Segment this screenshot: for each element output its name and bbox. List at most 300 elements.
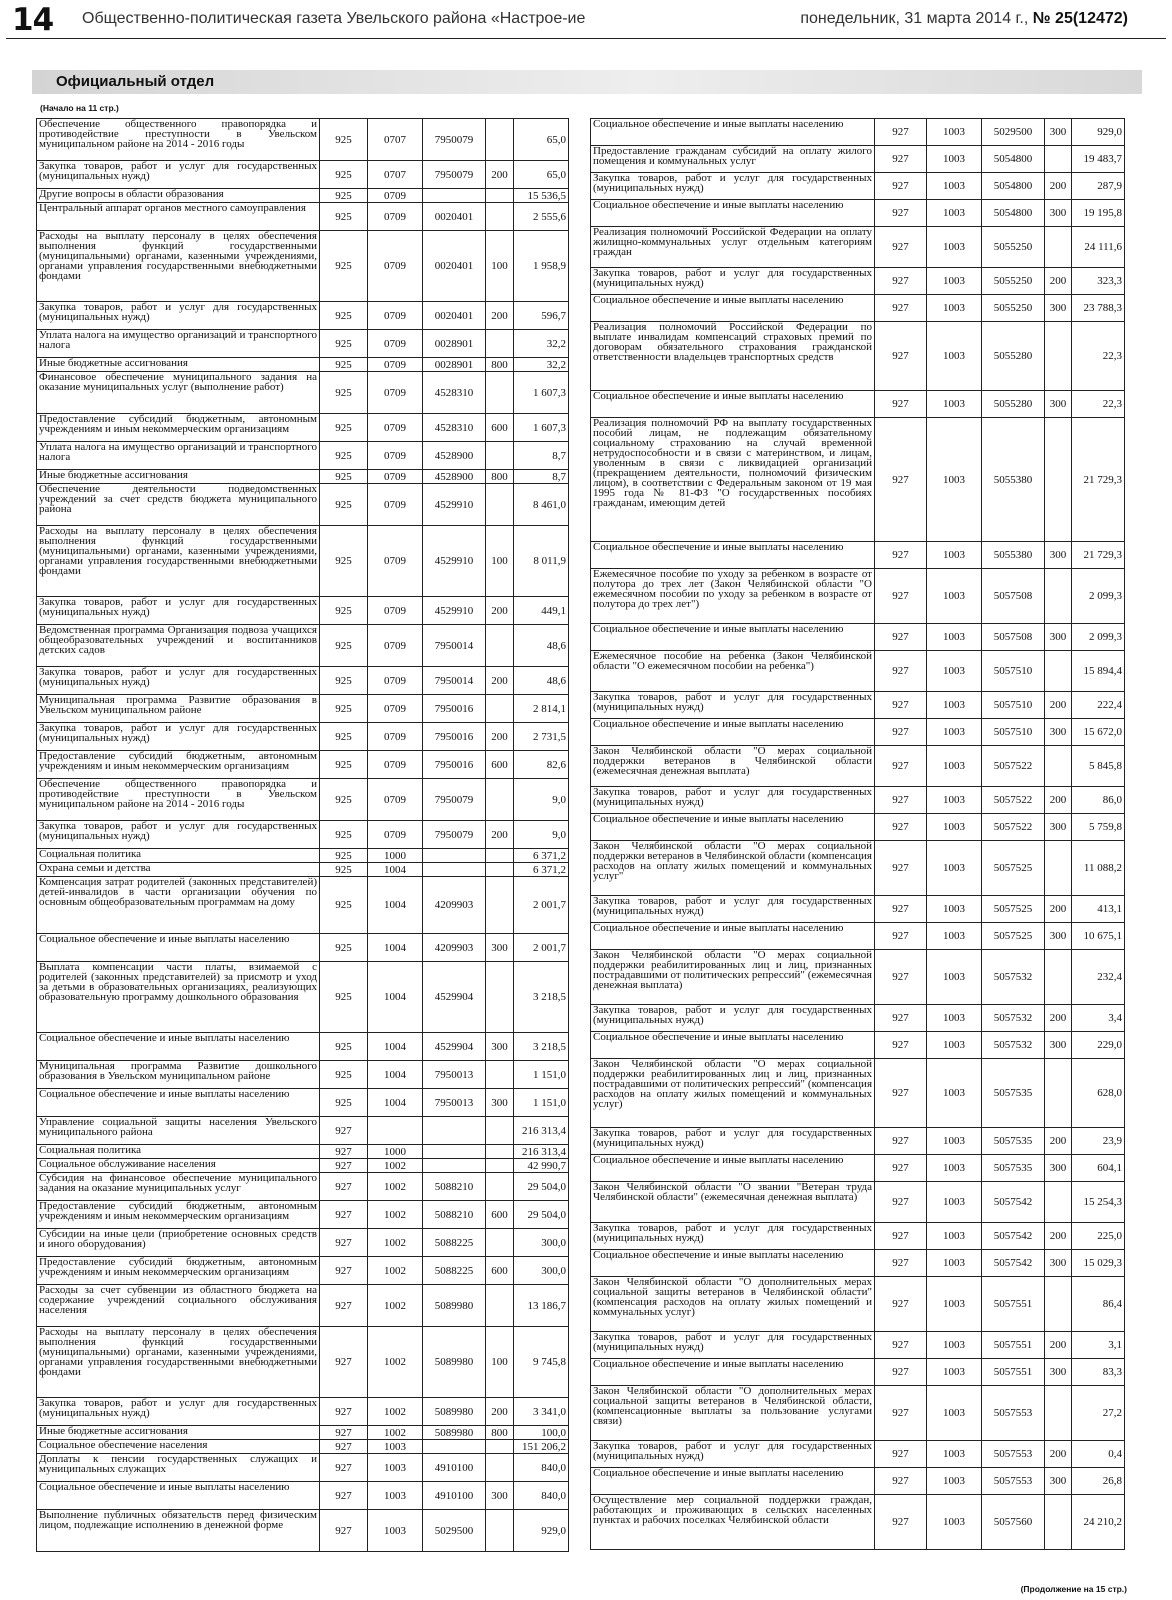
table-row (591, 1332, 1125, 1359)
row-name: Закупка товаров, работ и услуг для государственных (муниципальных нужд) (591, 692, 875, 719)
target-code: 5057508 (982, 624, 1045, 651)
expense-type (486, 1061, 514, 1089)
ministry-code: 925 (320, 877, 368, 934)
table-row (591, 814, 1125, 841)
issue-info (800, 10, 1128, 28)
row-name: Закупка товаров, работ и услуг для государственных (муниципальных нужд) (591, 1005, 875, 1032)
section-code: 0709 (368, 302, 423, 330)
ministry-code: 927 (875, 295, 927, 322)
amount: 19 483,7 (1072, 146, 1125, 173)
amount: 232,4 (1072, 950, 1125, 1005)
expense-type (486, 625, 514, 667)
row-name: Ежемесячное пособие на ребенка (Закон Челябинской области "О ежемесячном пособии на ребенка") (591, 651, 875, 692)
table-row (591, 1223, 1125, 1250)
ministry-code: 927 (320, 1117, 368, 1145)
newspaper-title: Общественно-политическая газета Увельского района «Настрое-ие (82, 10, 586, 27)
row-name: Реализация полномочий Российской Федерации по выплате инвалидам компенсаций страховых премий по договорам обязательного страхования гражданской ответственности владельцев транспортных средств (591, 322, 875, 391)
table-row (37, 1510, 569, 1552)
target-code: 7950079 (423, 779, 486, 821)
target-code: 4529904 (423, 1033, 486, 1061)
amount: 1 958,9 (514, 231, 569, 302)
target-code: 5057522 (982, 814, 1045, 841)
section-code: 1003 (927, 227, 982, 268)
table-row (37, 723, 569, 751)
expense-type: 200 (486, 723, 514, 751)
amount: 929,0 (514, 1510, 569, 1552)
amount: 840,0 (514, 1454, 569, 1482)
row-name: Выполнение публичных обязательств перед физическим лицом, подлежащие исполнению в денежной форме (37, 1510, 320, 1552)
section-bar (32, 70, 1142, 94)
target-code (423, 1145, 486, 1159)
ministry-code: 927 (875, 542, 927, 569)
section-code: 0709 (368, 470, 423, 484)
section-code: 1003 (927, 841, 982, 896)
row-name: Обеспечение общественного правопорядка и противодействие преступности в Увельском муниципальном районе на 2014 - 2016 годы (37, 119, 320, 161)
expense-type: 200 (1045, 173, 1072, 200)
row-name: Закупка товаров, работ и услуг для государственных (муниципальных нужд) (37, 667, 320, 695)
amount: 5 845,8 (1072, 746, 1125, 787)
amount: 2 731,5 (514, 723, 569, 751)
amount: 8,7 (514, 442, 569, 470)
target-code (423, 1159, 486, 1173)
amount: 3 341,0 (514, 1398, 569, 1426)
row-name: Закон Челябинской области "О мерах социальной поддержки реабилитированных лиц и лиц, признанных пострадавшими от политических репрессий" (компенсация расходов на оплату жилых помещений и коммунальных услуг) (591, 1059, 875, 1128)
ministry-code: 925 (320, 751, 368, 779)
expense-type: 300 (1045, 719, 1072, 746)
expense-type: 600 (486, 751, 514, 779)
expense-type (1045, 651, 1072, 692)
table-row (591, 418, 1125, 542)
row-name: Компенсация затрат родителей (законных представителей) детей-инвалидов в части организации обучения по основным общеобразовательным программам на дому (37, 877, 320, 934)
table-row (37, 442, 569, 470)
row-name: Выплата компенсации части платы, взимаемой с родителей (законных представителей) за присмотр и уход за детьми в образовательных организациях, реализующих образовательную программу дошкольного образования (37, 962, 320, 1033)
target-code: 5057542 (982, 1250, 1045, 1277)
row-name: Уплата налога на имущество организаций и транспортного налога (37, 330, 320, 358)
section-code: 1003 (927, 295, 982, 322)
target-code: 0020401 (423, 231, 486, 302)
target-code: 5057525 (982, 896, 1045, 923)
amount: 225,0 (1072, 1223, 1125, 1250)
section-code: 1002 (368, 1173, 423, 1201)
section-code: 1003 (927, 146, 982, 173)
row-name: Социальное обеспечение и иные выплаты населению (591, 1468, 875, 1495)
row-name: Ежемесячное пособие по уходу за ребенком в возрасте от полутора до трех лет (Закон Челябинской области "О ежемесячном пособии по уходу за ребенком в возрасте от полутора до трех лет") (591, 569, 875, 624)
table-row (591, 268, 1125, 295)
ministry-code: 925 (320, 597, 368, 625)
table-row (37, 302, 569, 330)
section-code: 1003 (927, 391, 982, 418)
target-code: 7950079 (423, 161, 486, 189)
budget-table-left (36, 118, 569, 1552)
amount: 8,7 (514, 470, 569, 484)
section-code: 1003 (927, 787, 982, 814)
row-name: Закупка товаров, работ и услуг для государственных (муниципальных нужд) (591, 1128, 875, 1155)
target-code: 5057553 (982, 1441, 1045, 1468)
table-row (591, 1468, 1125, 1495)
table-row (591, 1359, 1125, 1386)
table-row (37, 358, 569, 372)
row-name: Закупка товаров, работ и услуг для государственных (муниципальных нужд) (37, 821, 320, 849)
table-row (591, 1182, 1125, 1223)
target-code: 5057508 (982, 569, 1045, 624)
expense-type: 200 (486, 821, 514, 849)
ministry-code: 925 (320, 934, 368, 962)
target-code: 0020401 (423, 302, 486, 330)
section-code: 1003 (927, 950, 982, 1005)
target-code: 5057532 (982, 950, 1045, 1005)
amount: 3 218,5 (514, 962, 569, 1033)
target-code: 4529910 (423, 597, 486, 625)
ministry-code: 925 (320, 119, 368, 161)
target-code: 5089980 (423, 1327, 486, 1398)
amount: 100,0 (514, 1426, 569, 1440)
section-code: 1004 (368, 863, 423, 877)
row-name: Ведомственная программа Организация подвоза учащихся общеобразовательных учреждений и воспитанников детских садов (37, 625, 320, 667)
ministry-code: 927 (875, 1495, 927, 1550)
section-code: 0709 (368, 625, 423, 667)
ministry-code: 927 (875, 322, 927, 391)
section-code: 0709 (368, 695, 423, 723)
continued-from-note: (Начало на 11 стр.) (40, 103, 119, 113)
section-code: 1002 (368, 1327, 423, 1398)
row-name: Социальное обеспечение и иные выплаты населению (37, 1033, 320, 1061)
expense-type (486, 1173, 514, 1201)
amount: 2 814,1 (514, 695, 569, 723)
table-row (37, 625, 569, 667)
section-code: 1002 (368, 1398, 423, 1426)
target-code: 5029500 (982, 119, 1045, 146)
row-name: Социальное обеспечение и иные выплаты населению (591, 719, 875, 746)
amount: 48,6 (514, 625, 569, 667)
target-code: 5088225 (423, 1229, 486, 1257)
section-code: 1002 (368, 1201, 423, 1229)
amount: 2 099,3 (1072, 569, 1125, 624)
amount: 24 111,6 (1072, 227, 1125, 268)
amount: 2 555,6 (514, 203, 569, 231)
amount: 8 011,9 (514, 526, 569, 597)
ministry-code: 927 (320, 1173, 368, 1201)
target-code: 5088225 (423, 1257, 486, 1285)
row-name: Закупка товаров, работ и услуг для государственных (муниципальных нужд) (591, 896, 875, 923)
expense-type (1045, 1277, 1072, 1332)
target-code: 7950016 (423, 723, 486, 751)
section-code: 1003 (927, 923, 982, 950)
expense-type: 200 (1045, 1223, 1072, 1250)
row-name: Закупка товаров, работ и услуг для государственных (муниципальных нужд) (591, 787, 875, 814)
ministry-code: 925 (320, 231, 368, 302)
ministry-code: 925 (320, 849, 368, 863)
amount: 287,9 (1072, 173, 1125, 200)
expense-type (1045, 418, 1072, 542)
ministry-code: 927 (875, 173, 927, 200)
expense-type (1045, 322, 1072, 391)
amount: 15 894,4 (1072, 651, 1125, 692)
row-name: Социальное обеспечение и иные выплаты населению (37, 1089, 320, 1117)
target-code: 7950014 (423, 625, 486, 667)
table-row (37, 1117, 569, 1145)
amount: 1 151,0 (514, 1061, 569, 1089)
section-code: 0709 (368, 372, 423, 414)
table-row (37, 372, 569, 414)
section-code: 1003 (927, 268, 982, 295)
ministry-code: 927 (875, 227, 927, 268)
ministry-code: 927 (875, 1128, 927, 1155)
expense-type (486, 484, 514, 526)
row-name: Закупка товаров, работ и услуг для государственных (муниципальных нужд) (591, 268, 875, 295)
expense-type (486, 1285, 514, 1327)
section-code: 1004 (368, 1033, 423, 1061)
section-code: 1004 (368, 962, 423, 1033)
section-code: 0709 (368, 821, 423, 849)
target-code: 5088210 (423, 1201, 486, 1229)
amount: 42 990,7 (514, 1159, 569, 1173)
row-name: Закупка товаров, работ и услуг для государственных (муниципальных нужд) (591, 1332, 875, 1359)
ministry-code: 927 (320, 1145, 368, 1159)
target-code: 5057535 (982, 1155, 1045, 1182)
ministry-code: 927 (875, 814, 927, 841)
table-row (591, 1128, 1125, 1155)
target-code: 5055380 (982, 542, 1045, 569)
expense-type (486, 1159, 514, 1173)
ministry-code: 927 (875, 651, 927, 692)
expense-type (486, 372, 514, 414)
row-name: Закон Челябинской области "О дополнительных мерах социальной защиты ветеранов в Челябинской области" (компенсация расходов на оплату жилых помещений и коммунальных услуг) (591, 1277, 875, 1332)
expense-type: 300 (486, 1089, 514, 1117)
amount: 2 099,3 (1072, 624, 1125, 651)
section-code: 1003 (927, 1468, 982, 1495)
table-row (591, 719, 1125, 746)
ministry-code: 927 (875, 746, 927, 787)
ministry-code: 927 (875, 569, 927, 624)
row-name: Доплаты к пенсии государственных служащих и муниципальных служащих (37, 1454, 320, 1482)
ministry-code: 925 (320, 1089, 368, 1117)
expense-type: 300 (1045, 1468, 1072, 1495)
table-row (37, 667, 569, 695)
row-name: Закупка товаров, работ и услуг для государственных (муниципальных нужд) (37, 302, 320, 330)
amount: 9,0 (514, 779, 569, 821)
expense-type (486, 1510, 514, 1552)
section-code: 1004 (368, 934, 423, 962)
section-code: 1000 (368, 849, 423, 863)
amount: 32,2 (514, 330, 569, 358)
section-title: Официальный отдел (56, 73, 215, 90)
section-code: 1002 (368, 1285, 423, 1327)
ministry-code: 925 (320, 667, 368, 695)
section-code: 1003 (927, 1155, 982, 1182)
expense-type: 100 (486, 526, 514, 597)
table-row (37, 1440, 569, 1454)
amount: 22,3 (1072, 391, 1125, 418)
target-code: 5057560 (982, 1495, 1045, 1550)
expense-type (1045, 1059, 1072, 1128)
row-name: Предоставление субсидий бюджетным, автономным учреждениям и иным некоммерческим организациям (37, 414, 320, 442)
row-name: Расходы на выплату персоналу в целях обеспечения выполнения функций государственными (муниципальными) органами, казенными учреждениями, органами управления государственными внебюджетными фондами (37, 1327, 320, 1398)
expense-type (1045, 1386, 1072, 1441)
table-row (591, 787, 1125, 814)
section-code: 0709 (368, 723, 423, 751)
ministry-code: 925 (320, 962, 368, 1033)
expense-type (486, 189, 514, 203)
target-code: 5057522 (982, 746, 1045, 787)
amount: 8 461,0 (514, 484, 569, 526)
amount: 65,0 (514, 119, 569, 161)
expense-type (486, 849, 514, 863)
expense-type (486, 1229, 514, 1257)
section-code: 1003 (927, 746, 982, 787)
table-row (591, 227, 1125, 268)
table-row (37, 877, 569, 934)
section-code: 0709 (368, 484, 423, 526)
expense-type (1045, 841, 1072, 896)
ministry-code: 925 (320, 1033, 368, 1061)
section-code: 0709 (368, 189, 423, 203)
table-row (591, 896, 1125, 923)
amount: 22,3 (1072, 322, 1125, 391)
ministry-code: 927 (875, 1250, 927, 1277)
row-name: Другие вопросы в области образования (37, 189, 320, 203)
amount: 86,0 (1072, 787, 1125, 814)
expense-type: 200 (486, 161, 514, 189)
amount: 3,4 (1072, 1005, 1125, 1032)
table-row (591, 542, 1125, 569)
target-code: 5057542 (982, 1223, 1045, 1250)
ministry-code: 927 (320, 1327, 368, 1398)
target-code: 5057553 (982, 1386, 1045, 1441)
table-row (591, 651, 1125, 692)
table-row (37, 934, 569, 962)
expense-type (486, 119, 514, 161)
table-row (591, 950, 1125, 1005)
target-code: 5057510 (982, 719, 1045, 746)
table-row (37, 119, 569, 161)
amount: 300,0 (514, 1229, 569, 1257)
target-code: 5057532 (982, 1005, 1045, 1032)
target-code: 5055280 (982, 322, 1045, 391)
table-row (591, 119, 1125, 146)
section-code: 0709 (368, 667, 423, 695)
ministry-code: 927 (875, 692, 927, 719)
amount: 10 675,1 (1072, 923, 1125, 950)
target-code: 0020401 (423, 203, 486, 231)
ministry-code: 927 (320, 1285, 368, 1327)
row-name: Муниципальная программа Развитие дошкольного образования в Увельском муниципальном районе (37, 1061, 320, 1089)
expense-type: 300 (486, 934, 514, 962)
expense-type: 300 (1045, 814, 1072, 841)
expense-type: 300 (486, 1482, 514, 1510)
table-row (591, 1005, 1125, 1032)
expense-type: 200 (486, 597, 514, 625)
target-code: 5057532 (982, 1032, 1045, 1059)
section-code: 0707 (368, 161, 423, 189)
table-row (591, 1155, 1125, 1182)
section-code: 0709 (368, 330, 423, 358)
row-name: Социальное обеспечение и иные выплаты населению (591, 923, 875, 950)
ministry-code: 927 (875, 1386, 927, 1441)
section-code: 1003 (927, 896, 982, 923)
expense-type: 200 (1045, 1005, 1072, 1032)
target-code: 7950013 (423, 1089, 486, 1117)
ministry-code: 925 (320, 189, 368, 203)
section-code: 1003 (927, 119, 982, 146)
row-name: Социальное обеспечение и иные выплаты населению (591, 624, 875, 651)
expense-type (486, 962, 514, 1033)
expense-type (1045, 1182, 1072, 1223)
ministry-code: 927 (875, 1277, 927, 1332)
ministry-code: 927 (875, 1182, 927, 1223)
section-code: 0709 (368, 442, 423, 470)
target-code: 7950079 (423, 119, 486, 161)
section-code: 1000 (368, 1145, 423, 1159)
section-code: 1004 (368, 877, 423, 934)
expense-type: 200 (1045, 268, 1072, 295)
section-code: 1003 (927, 1032, 982, 1059)
amount: 32,2 (514, 358, 569, 372)
section-code: 1003 (927, 1277, 982, 1332)
amount: 11 088,2 (1072, 841, 1125, 896)
section-code: 1003 (927, 418, 982, 542)
ministry-code: 927 (320, 1482, 368, 1510)
target-code: 5057525 (982, 923, 1045, 950)
ministry-code: 927 (875, 146, 927, 173)
section-code: 0709 (368, 526, 423, 597)
table-row (37, 1145, 569, 1159)
target-code: 4528900 (423, 470, 486, 484)
ministry-code: 927 (875, 119, 927, 146)
section-code: 1003 (927, 1005, 982, 1032)
ministry-code: 925 (320, 723, 368, 751)
amount: 21 729,3 (1072, 418, 1125, 542)
ministry-code: 927 (875, 1441, 927, 1468)
amount: 24 210,2 (1072, 1495, 1125, 1550)
ministry-code: 925 (320, 203, 368, 231)
table-row (591, 391, 1125, 418)
section-code: 1003 (927, 1359, 982, 1386)
target-code: 4209903 (423, 877, 486, 934)
amount: 1 607,3 (514, 372, 569, 414)
row-name: Иные бюджетные ассигнования (37, 470, 320, 484)
section-code: 1003 (368, 1440, 423, 1454)
table-row (37, 484, 569, 526)
section-code: 1003 (927, 1128, 982, 1155)
expense-type: 200 (486, 302, 514, 330)
amount: 9 745,8 (514, 1327, 569, 1398)
section-code: 1003 (927, 624, 982, 651)
ministry-code: 925 (320, 470, 368, 484)
expense-type (486, 863, 514, 877)
row-name: Осуществление мер социальной поддержки граждан, работающих и проживающих в сельских населенных пунктах и рабочих поселках Челябинской области (591, 1495, 875, 1550)
section-code: 0709 (368, 779, 423, 821)
row-name: Закон Челябинской области "О мерах социальной поддержки ветеранов в Челябинской области (ежемесячная денежная выплата) (591, 746, 875, 787)
expense-type (1045, 1495, 1072, 1550)
row-name: Социальное обеспечение и иные выплаты населению (591, 1250, 875, 1277)
ministry-code: 927 (875, 391, 927, 418)
section-code: 1003 (927, 719, 982, 746)
page-header (6, 2, 1166, 39)
row-name: Социальное обеспечение и иные выплаты населению (37, 1482, 320, 1510)
budget-table-right (590, 118, 1125, 1550)
target-code: 7950016 (423, 751, 486, 779)
section-code: 1004 (368, 1061, 423, 1089)
amount: 596,7 (514, 302, 569, 330)
expense-type: 100 (486, 231, 514, 302)
expense-type (1045, 146, 1072, 173)
expense-type: 800 (486, 358, 514, 372)
row-name: Социальное обеспечение и иные выплаты населению (591, 391, 875, 418)
table-row (37, 1285, 569, 1327)
ministry-code: 927 (875, 1359, 927, 1386)
row-name: Закупка товаров, работ и услуг для государственных (муниципальных нужд) (37, 1398, 320, 1426)
table-row (37, 1482, 569, 1510)
